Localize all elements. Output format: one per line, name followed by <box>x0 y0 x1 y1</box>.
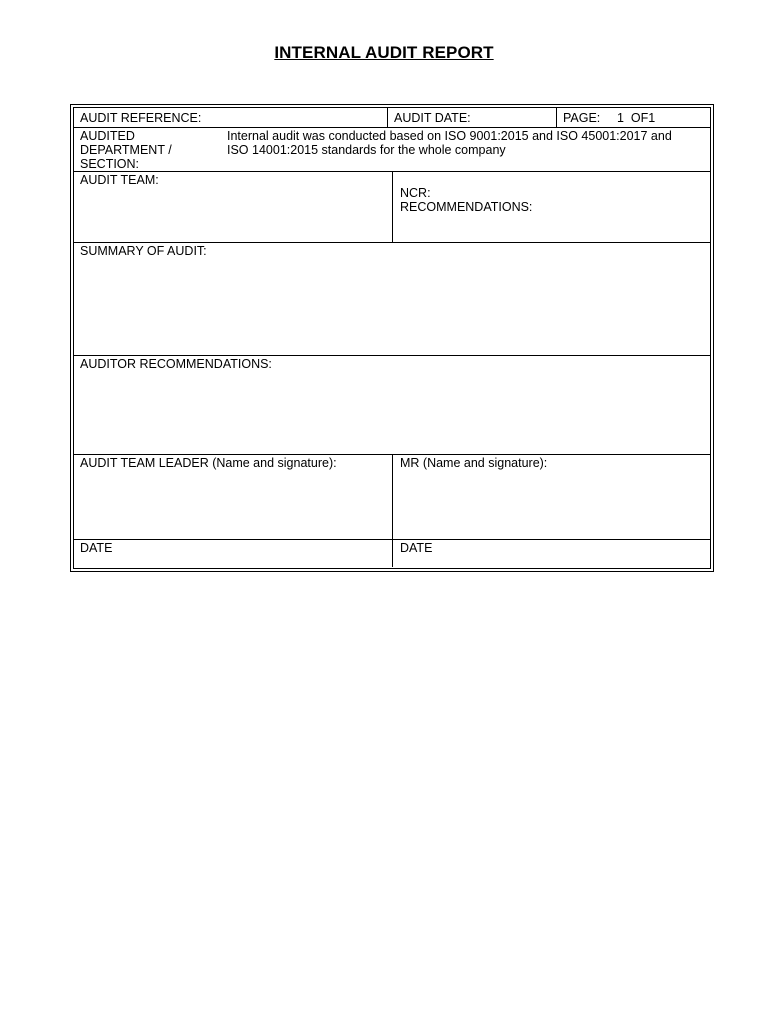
row-divider-4 <box>74 355 710 356</box>
audited-department-label-line2: DEPARTMENT / <box>80 143 172 157</box>
audited-department-label-line1: AUDITED <box>80 129 135 143</box>
audit-form-outer-border <box>70 104 714 572</box>
page-title: INTERNAL AUDIT REPORT <box>274 43 494 62</box>
date-right-label: DATE <box>400 541 433 555</box>
audit-team-label: AUDIT TEAM: <box>80 173 159 187</box>
recommendations-label: RECOMMENDATIONS: <box>400 200 533 214</box>
mr-signature-label: MR (Name and signature): <box>400 456 548 470</box>
audited-department-label-line3: SECTION: <box>80 157 140 171</box>
ncr-label: NCR: <box>400 186 431 200</box>
audit-form-table <box>73 107 711 569</box>
col-divider-ncr <box>392 171 393 242</box>
page-label: PAGE: <box>563 111 601 125</box>
col-divider-page <box>556 108 557 127</box>
audit-reference-label: AUDIT REFERENCE: <box>80 111 202 125</box>
page-number-value: 1 OF1 <box>617 111 656 125</box>
audit-team-leader-label: AUDIT TEAM LEADER (Name and signature): <box>80 456 337 470</box>
summary-of-audit-label: SUMMARY OF AUDIT: <box>80 244 207 258</box>
row-divider-3 <box>74 242 710 243</box>
col-divider-audit-date <box>387 108 388 127</box>
row-divider-1 <box>74 127 710 128</box>
audit-date-label: AUDIT DATE: <box>394 111 471 125</box>
col-divider-signatures <box>392 454 393 567</box>
audited-department-value-line2: ISO 14001:2015 standards for the whole company <box>227 143 506 157</box>
audited-department-value-line1: Internal audit was conducted based on ISO 9001:2015 and ISO 45001:2017 and <box>227 129 672 143</box>
auditor-recommendations-label: AUDITOR RECOMMENDATIONS: <box>80 357 272 371</box>
date-left-label: DATE <box>80 541 113 555</box>
